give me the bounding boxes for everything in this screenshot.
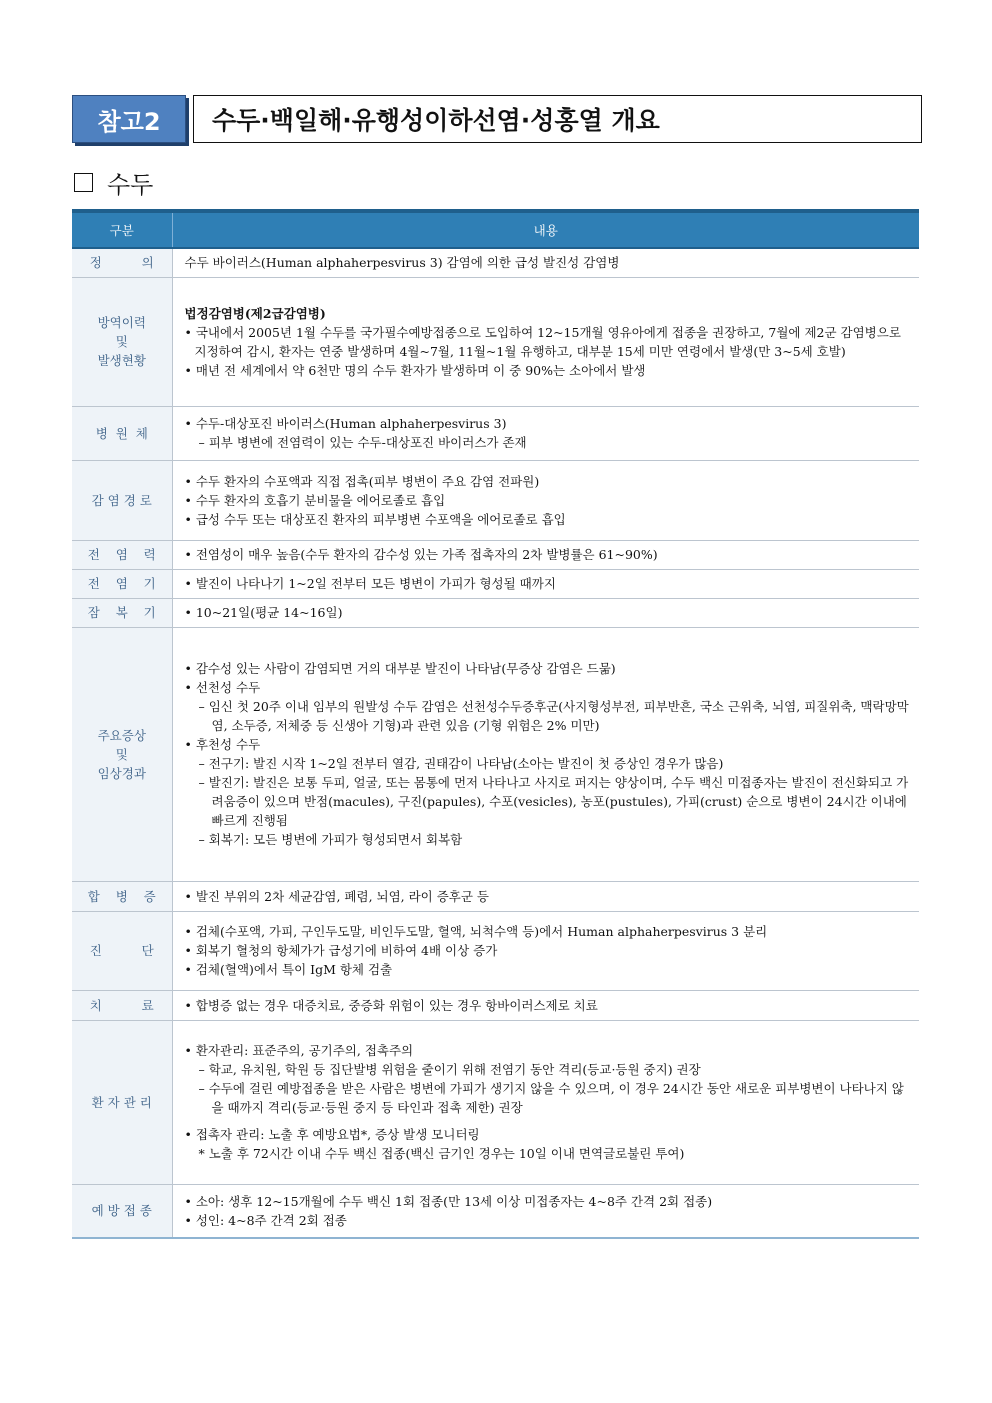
content-heading: 법정감염병(제2급감염병) <box>184 305 326 321</box>
content-bullet: • 급성 수두 또는 대상포진 환자의 피부병변 수포액을 에어로졸로 흡입 <box>184 511 566 527</box>
content-bullet: • 소아: 생후 12~15개월에 수두 백신 1회 접종(만 13세 이상 미접종자는 4~8주 간격 2회 접종) <box>184 1193 713 1209</box>
row-content <box>172 1020 919 1184</box>
row-label <box>72 277 172 406</box>
overview-table <box>72 209 919 1239</box>
content-bullet: • 합병증 없는 경우 대증치료, 중증화 위험이 있는 경우 항바이러스제로 치료 <box>184 997 598 1013</box>
row-content <box>172 990 919 1020</box>
row-content <box>172 248 919 277</box>
reference-badge: 참고2 <box>72 95 186 143</box>
table-header-row <box>72 211 919 248</box>
content-subitem: – 수두에 걸린 예방접종을 받은 사람은 병변에 가피가 생기지 않을 수 있으며, 이 경우 24시간 동안 새로운 피부병변이 나타나지 않을 때까지 격리(등교·등원 중지 등 타인과 접촉 제한) 권장 <box>198 1081 904 1115</box>
row-label: 치 료 <box>72 990 172 1020</box>
row-label: 진 단 <box>72 911 172 990</box>
content-bullet: • 성인: 4~8주 간격 2회 접종 <box>184 1212 347 1228</box>
content-subitem: – 피부 병변에 전염력이 있는 수두-대상포진 바이러스가 존재 <box>198 435 527 450</box>
row-content <box>172 460 919 540</box>
table-row <box>72 460 919 540</box>
table-row <box>72 277 919 406</box>
table-row <box>72 598 919 627</box>
content-footnote: * 노출 후 72시간 이내 수두 백신 접종(백신 금기인 경우는 10일 이내 면역글로불린 투여) <box>198 1146 685 1161</box>
row-label-line: 및 <box>115 746 128 762</box>
table-row <box>72 911 919 990</box>
row-label-line: 주요증상 <box>97 727 146 743</box>
content-bullet: • 검체(혈액)에서 특이 IgM 항체 검출 <box>184 962 393 977</box>
content-bullet: • 10~21일(평균 14~16일) <box>184 605 343 620</box>
content-bullet: • 발진이 나타나기 1~2일 전부터 모든 병변이 가피가 형성될 때까지 <box>184 576 556 591</box>
table-row <box>72 627 919 881</box>
section-title: 수두 <box>107 171 154 199</box>
table-row <box>72 990 919 1020</box>
content-subitem: – 임신 첫 20주 이내 임부의 원발성 수두 감염은 선천성수두증후군(사지형성부전, 피부반흔, 국소 근위축, 뇌염, 피질위축, 맥락망막염, 소두증, 저체중 등 신생아 기형)과 관련 있음 (기형 위험은 2% 미만) <box>198 699 909 733</box>
row-label: 감 염 경 로 <box>72 460 172 540</box>
content-bullet: • 발진 부위의 2차 세균감염, 폐렴, 뇌염, 라이 증후군 등 <box>184 888 490 904</box>
row-label: 병 원 체 <box>72 406 172 460</box>
row-label: 정 의 <box>72 248 172 277</box>
row-content <box>172 569 919 598</box>
content-bullet: • 검체(수포액, 가피, 구인두도말, 비인두도말, 혈액, 뇌척수액 등)에서 Human alphaherpesvirus 3 분리 <box>184 924 768 939</box>
content-bullet: • 접촉자 관리: 노출 후 예방요법*, 증상 발생 모니터링 <box>184 1127 480 1142</box>
row-content <box>172 540 919 569</box>
row-content <box>172 598 919 627</box>
row-label: 전 염 기 <box>72 569 172 598</box>
content-bullet: • 선천성 수두 <box>184 680 261 695</box>
row-label: 잠 복 기 <box>72 598 172 627</box>
table-row <box>72 248 919 277</box>
content-subitem: – 발진기: 발진은 보통 두피, 얼굴, 또는 몸통에 먼저 나타나고 사지로 퍼지는 양상이며, 수두 백신 미접종자는 발진이 전신화되고 가려움증이 있으며 반점(macules), 구진(papules), 수포(vesicles), 농포(pustules), 가피(crust) 순으로 병변이 24시간 이내에 빠르게 진행됨 <box>198 775 909 828</box>
content-bullet: • 환자관리: 표준주의, 공기주의, 접촉주의 <box>184 1043 414 1058</box>
row-content <box>172 881 919 911</box>
checkbox-square-icon <box>74 173 93 192</box>
table-row <box>72 1020 919 1184</box>
page-header <box>72 95 922 143</box>
content-bullet: • 수두-대상포진 바이러스(Human alphaherpesvirus 3) <box>184 416 507 431</box>
content-bullet: • 감수성 있는 사람이 감염되면 거의 대부분 발진이 나타남(무증상 감염은 드묾) <box>184 661 616 676</box>
content-bullet: • 매년 전 세계에서 약 6천만 명의 수두 환자가 발생하며 이 중 90%는 소아에서 발생 <box>184 362 646 378</box>
row-content <box>172 627 919 881</box>
row-label-line: 방역이력 <box>97 315 146 330</box>
table-row <box>72 540 919 569</box>
content-bullet: • 후천성 수두 <box>184 737 261 752</box>
row-label-line: 발생현황 <box>97 353 146 368</box>
content-line: 수두 바이러스(Human alphaherpesvirus 3) 감염에 의한 급성 발진성 감염병 <box>184 255 620 271</box>
row-content <box>172 1184 919 1238</box>
content-subitem: – 학교, 유치원, 학원 등 집단발병 위험을 줄이기 위해 전염기 동안 격리(등교·등원 중지) 권장 <box>198 1062 701 1077</box>
content-subitem: – 전구기: 발진 시작 1~2일 전부터 열감, 권태감이 나타남(소아는 발진이 첫 증상인 경우가 많음) <box>198 756 724 771</box>
row-label: 전 염 력 <box>72 540 172 569</box>
row-content <box>172 406 919 460</box>
content-bullet: • 수두 환자의 수포액과 직접 접촉(피부 병변이 주요 감염 전파원) <box>184 473 540 489</box>
page-title: 수두·백일해·유행성이하선염·성홍열 개요 <box>193 95 922 143</box>
row-label: 예 방 접 종 <box>72 1184 172 1238</box>
column-header-content: 내용 <box>172 211 919 248</box>
row-label-line: 임상경과 <box>97 765 146 781</box>
column-header-category: 구분 <box>72 211 172 248</box>
row-label: 합 병 증 <box>72 881 172 911</box>
section-heading <box>74 165 153 200</box>
row-label-line: 및 <box>115 334 128 349</box>
table-row <box>72 1184 919 1238</box>
table-row <box>72 881 919 911</box>
table-row <box>72 406 919 460</box>
content-bullet: • 회복기 혈청의 항체가가 급성기에 비하여 4배 이상 증가 <box>184 943 498 958</box>
row-content <box>172 911 919 990</box>
content-bullet: • 수두 환자의 호흡기 분비물을 에어로졸로 흡입 <box>184 492 446 508</box>
content-subitem: – 회복기: 모든 병변에 가피가 형성되면서 회복함 <box>198 832 463 847</box>
table-row <box>72 569 919 598</box>
row-label: 환 자 관 리 <box>72 1020 172 1184</box>
row-content <box>172 277 919 406</box>
content-bullet: • 전염성이 매우 높음(수두 환자의 감수성 있는 가족 접촉자의 2차 발병률은 61~90%) <box>184 547 658 562</box>
content-bullet: • 국내에서 2005년 1월 수두를 국가필수예방접종으로 도입하여 12~15개월 영유아에게 접종을 권장하고, 7월에 제2군 감염병으로 지정하여 감시, 환자는 연중 발생하며 4월~7월, 11월~1월 유행하고, 대부분 15세 미만 연령에서 발생(만 3~5세 호발) <box>184 324 901 359</box>
row-label <box>72 627 172 881</box>
